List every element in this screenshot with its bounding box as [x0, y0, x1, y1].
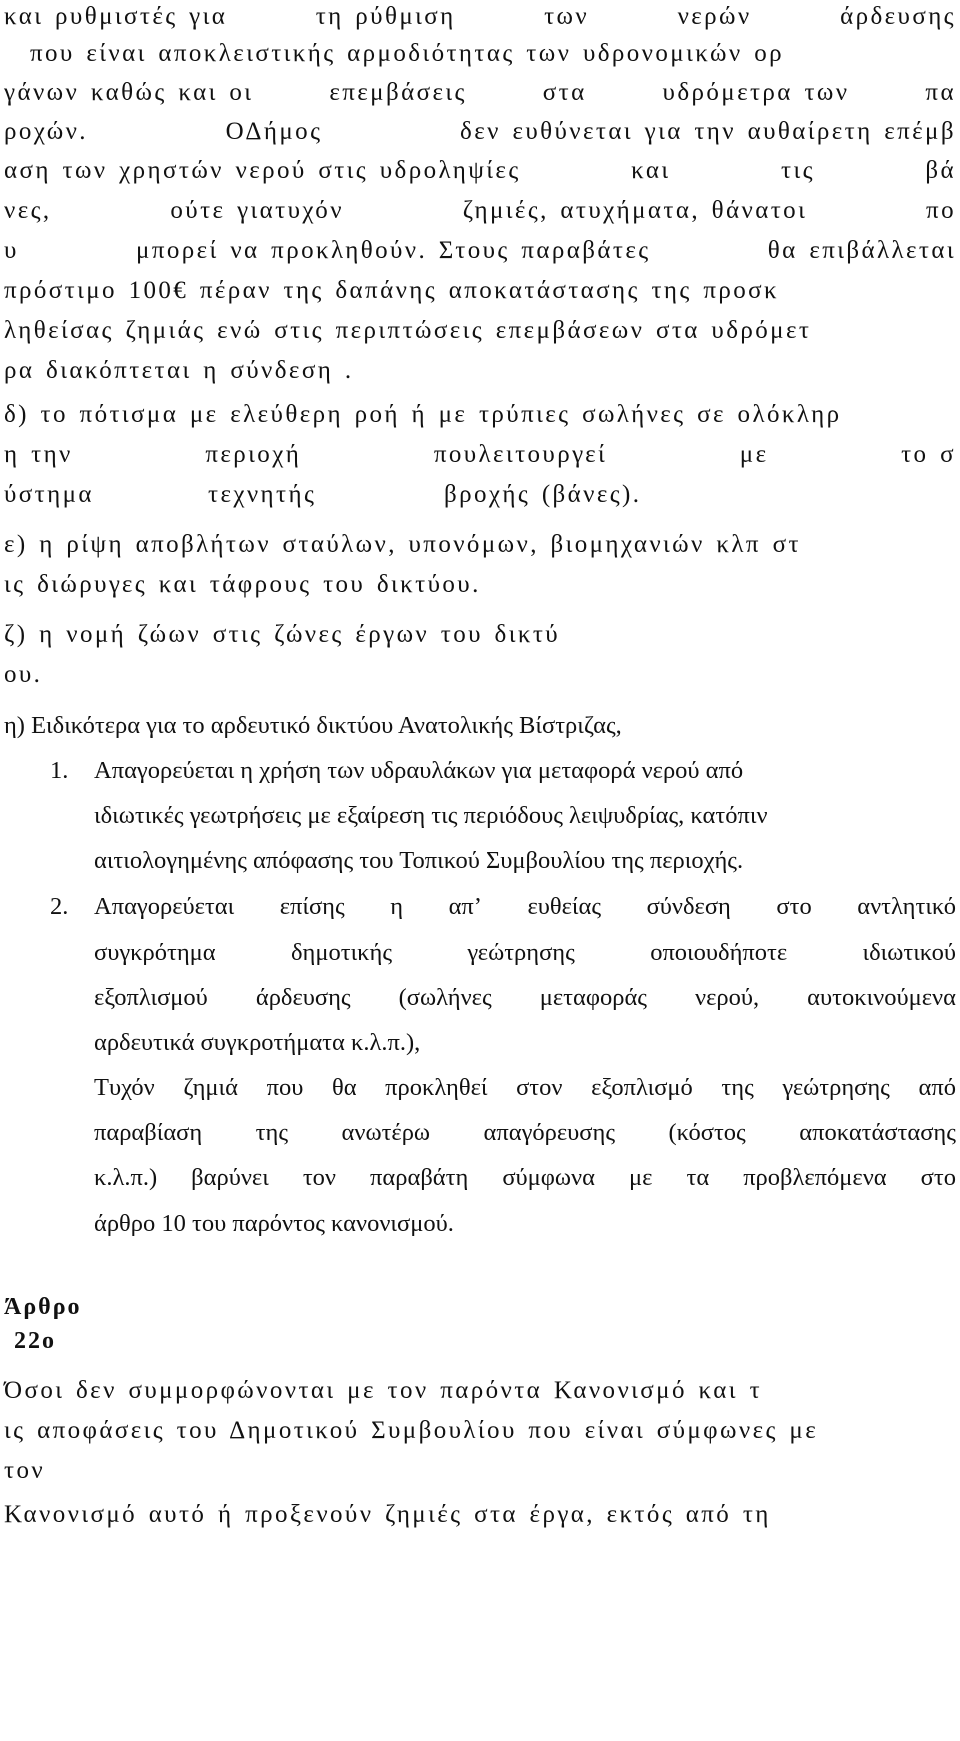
text-line-17: ου. — [4, 661, 43, 688]
text-line-27: παραβίαση της ανωτέρω απαγόρευσης (κόστος αποκατάστασης — [94, 1119, 956, 1146]
text-line-3: γάνων καθώς και οι επεμβάσεις στα υδρόμετρα των πα — [4, 79, 956, 106]
text-line-9: ληθείσας ζημιάς ενώ στις περιπτώσεις επεμβάσεων στα υδρόμετ — [4, 317, 812, 344]
text-line-7: υ μπορεί να προκληθούν. Στους παραβάτες θα επιβάλλεται — [4, 237, 956, 264]
text-line-31: ις αποφάσεις του Δημοτικού Συμβουλίου που είναι σύμφωνες με — [4, 1417, 819, 1444]
text-line-25: αρδευτικά συγκροτήματα κ.λ.π.), — [94, 1029, 421, 1056]
text-line-18: η) Ειδικότερα για το αρδευτικό δικτύου Ανατολικής Βίστριζας, — [4, 712, 622, 739]
text-line-8: πρόστιμο 100€ πέραν της δαπάνης αποκατάστασης της προσκ — [4, 277, 779, 304]
text-line-4: ροχών. ΟΔήμος δεν ευθύνεται για την αυθαίρετη επέμβ — [4, 118, 956, 145]
text-line-26: Τυχόν ζημιά που θα προκληθεί στον εξοπλισμό της γεώτρησης από — [94, 1074, 956, 1101]
text-line-6: νες, ούτε γιατυχόν ζημιές, ατυχήματα, θάνατοι πο — [4, 197, 956, 224]
text-line-1: και ρυθμιστές για τη ρύθμιση των νερών άρδευσης — [4, 3, 956, 30]
text-line-10: ρα διακόπτεται η σύνδεση . — [4, 357, 354, 384]
text-line-32: τον — [4, 1457, 46, 1484]
text-line-2: που είναι αποκλειστικής αρμοδιότητας των υδρονομικών ορ — [30, 40, 784, 67]
article-heading: Άρθρο — [4, 1294, 82, 1320]
list-number-1: 1. — [50, 757, 69, 784]
text-line-33: Κανονισμό αυτό ή προξενούν ζημιές στα έργα, εκτός από τη — [4, 1501, 771, 1528]
list-number-2: 2. — [50, 893, 69, 920]
article-number: 22ο — [14, 1328, 56, 1354]
text-line-11: δ) το πότισμα με ελεύθερη ροή ή με τρύπιες σωλήνες σε ολόκληρ — [4, 401, 842, 428]
text-line-20: ιδιωτικές γεωτρήσεις με εξαίρεση τις περιόδους λειψυδρίας, κατόπιν — [94, 802, 768, 829]
text-line-24: εξοπλισμού άρδευσης (σωλήνες μεταφοράς νερού, αυτοκινούμενα — [94, 984, 956, 1011]
text-line-5: αση των χρηστών νερού στις υδροληψίες και τις βά — [4, 157, 956, 184]
text-line-15: ις διώρυγες και τάφρους του δικτύου. — [4, 571, 481, 598]
text-line-13: ύστημα τεχνητής βροχής (βάνες). — [4, 481, 642, 508]
text-line-30: Όσοι δεν συμμορφώνονται με τον παρόντα Κανονισμό και τ — [4, 1377, 763, 1404]
text-line-14: ε) η ρίψη αποβλήτων σταύλων, υπονόμων, βιομηχανιών κλπ στ — [4, 531, 801, 558]
text-line-29: άρθρο 10 του παρόντος κανονισμού. — [94, 1210, 454, 1237]
text-line-16: ζ) η νομή ζώων στις ζώνες έργων του δικτύ — [4, 621, 561, 648]
text-line-19: Απαγορεύεται η χρήση των υδραυλάκων για μεταφορά νερού από — [94, 757, 744, 784]
text-line-23: συγκρότημα δημοτικής γεώτρησης οποιουδήποτε ιδιωτικού — [94, 939, 956, 966]
text-line-21: αιτιολογημένης απόφασης του Τοπικού Συμβουλίου της περιοχής. — [94, 847, 744, 874]
text-line-12: η την περιοχή πουλειτουργεί με το σ — [4, 441, 956, 468]
text-line-22: Απαγορεύεται επίσης η απ’ ευθείας σύνδεση στο αντλητικό — [94, 893, 956, 920]
text-line-28: κ.λ.π.) βαρύνει τον παραβάτη σύμφωνα με τα προβλεπόμενα στο — [94, 1164, 956, 1191]
